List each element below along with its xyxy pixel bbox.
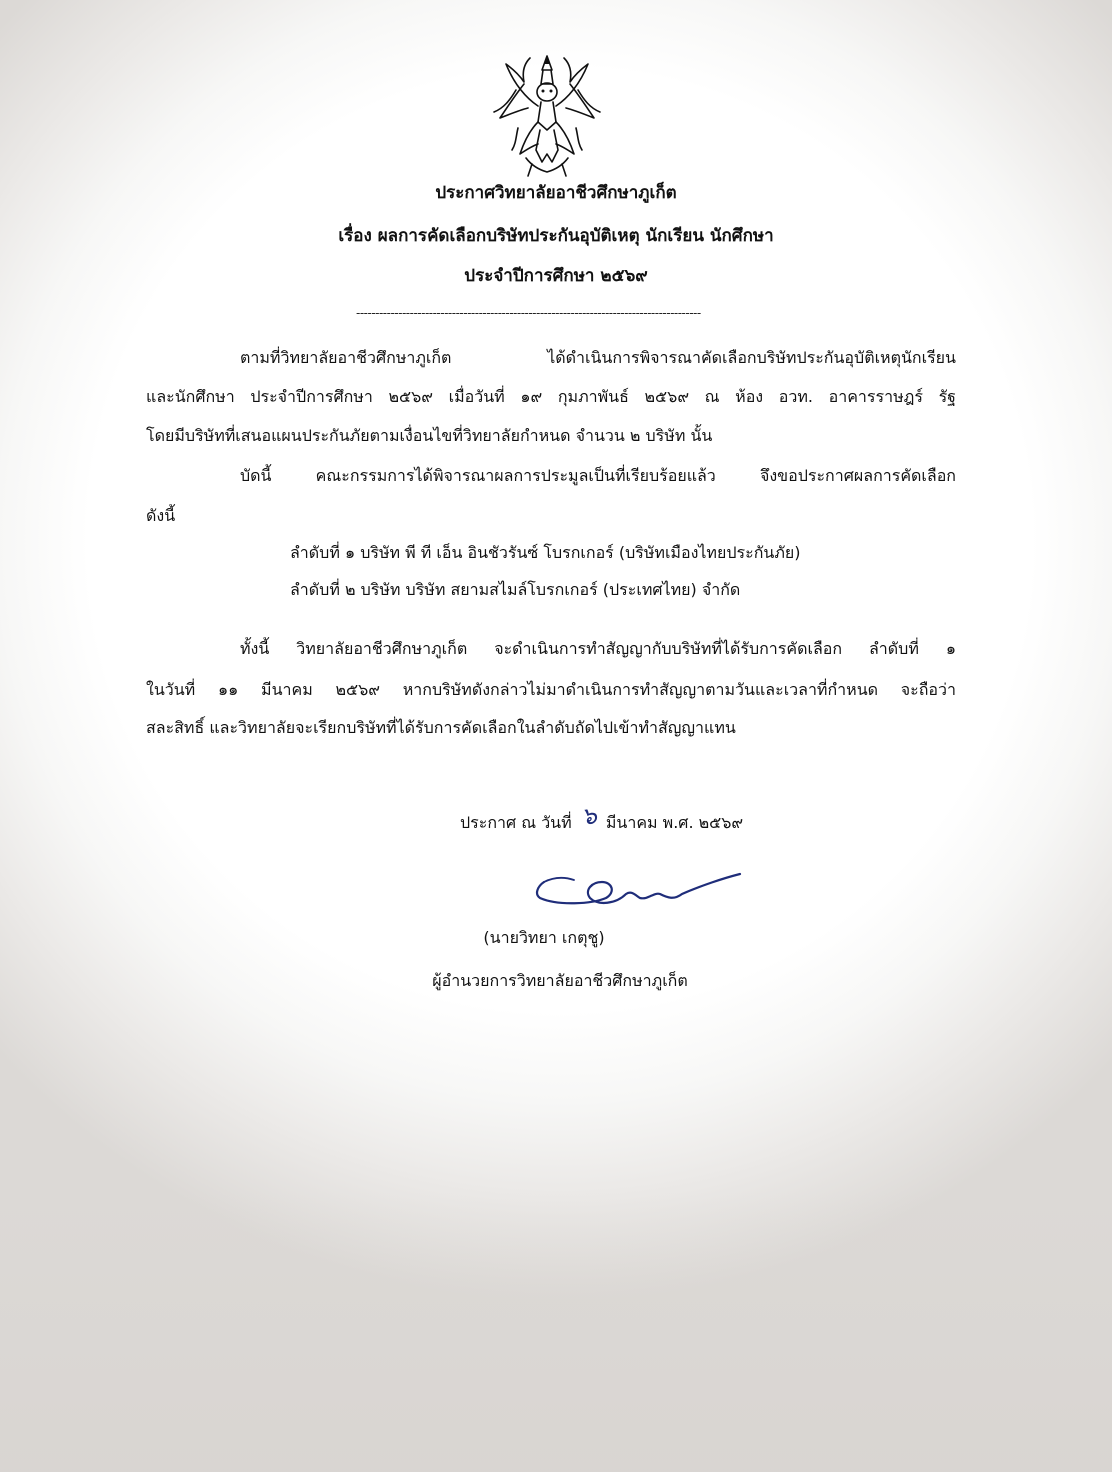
garuda-emblem-icon	[486, 50, 608, 180]
header-separator: ------------------------------------------------------------------------------------------	[356, 307, 701, 319]
announcement-date	[460, 801, 744, 834]
paragraph-2-line-1: บัดนี้ คณะกรรมการได้พิจารณาผลการประมูลเป็นที่เรียบร้อยแล้ว จึงขอประกาศผลการคัดเลือก	[240, 466, 956, 485]
date-prefix: ประกาศ ณ วันที่	[460, 813, 572, 832]
announcement-title: ประกาศวิทยาลัยอาชีวศึกษาภูเก็ต	[435, 183, 677, 203]
signer-name: (นายวิทยา เกตุชู)	[483, 928, 605, 947]
ranking-1: ลำดับที่ ๑ บริษัท พี ที เอ็น อินชัวรันซ์ โบรกเกอร์ (บริษัทเมืองไทยประกันภัย)	[290, 543, 801, 562]
date-suffix: มีนาคม พ.ศ. ๒๕๖๙	[605, 813, 744, 832]
paragraph-3-line-2: ในวันที่ ๑๑ มีนาคม ๒๕๖๙ หากบริษัทดังกล่าวไม่มาดำเนินการทำสัญญาตามวันและเวลาที่กำหนด จะถือว่า	[146, 680, 956, 699]
ranking-2: ลำดับที่ ๒ บริษัท บริษัท สยามสไมล์โบรกเกอร์ (ประเทศไทย) จำกัด	[290, 580, 741, 599]
announcement-year: ประจำปีการศึกษา ๒๕๖๙	[464, 266, 648, 286]
paragraph-3-line-1: ทั้งนี้ วิทยาลัยอาชีวศึกษาภูเก็ต จะดำเนินการทำสัญญากับบริษัทที่ได้รับการคัดเลือก ลำดับที่ ๑	[240, 639, 956, 658]
paragraph-2-line-2: ดังนี้	[146, 506, 176, 525]
handwritten-day: ๖	[579, 801, 599, 831]
paragraph-1-line-3: โดยมีบริษัทที่เสนอแผนประกันภัยตามเงื่อนไขที่วิทยาลัยกำหนด จำนวน ๒ บริษัท นั้น	[146, 426, 713, 445]
paragraph-3-line-3: สละสิทธิ์ และวิทยาลัยจะเรียกบริษัทที่ได้รับการคัดเลือกในลำดับถัดไปเข้าทำสัญญาแทน	[146, 718, 736, 737]
paragraph-1-line-2: และนักศึกษา ประจำปีการศึกษา ๒๕๖๙ เมื่อวันที่ ๑๙ กุมภาพันธ์ ๒๕๖๙ ณ ห้อง อวท. อาคารราษฎร์ รัฐ	[146, 387, 956, 406]
paper-shadow	[0, 1192, 1112, 1472]
signer-title: ผู้อำนวยการวิทยาลัยอาชีวศึกษาภูเก็ต	[432, 971, 688, 990]
handwritten-signature	[528, 864, 748, 922]
paragraph-1-line-1: ตามที่วิทยาลัยอาชีวศึกษาภูเก็ต ได้ดำเนินการพิจารณาคัดเลือกบริษัทประกันอุบัติเหตุนักเรียน	[240, 348, 956, 367]
announcement-subject: เรื่อง ผลการคัดเลือกบริษัทประกันอุบัติเหตุ นักเรียน นักศึกษา	[338, 226, 774, 246]
